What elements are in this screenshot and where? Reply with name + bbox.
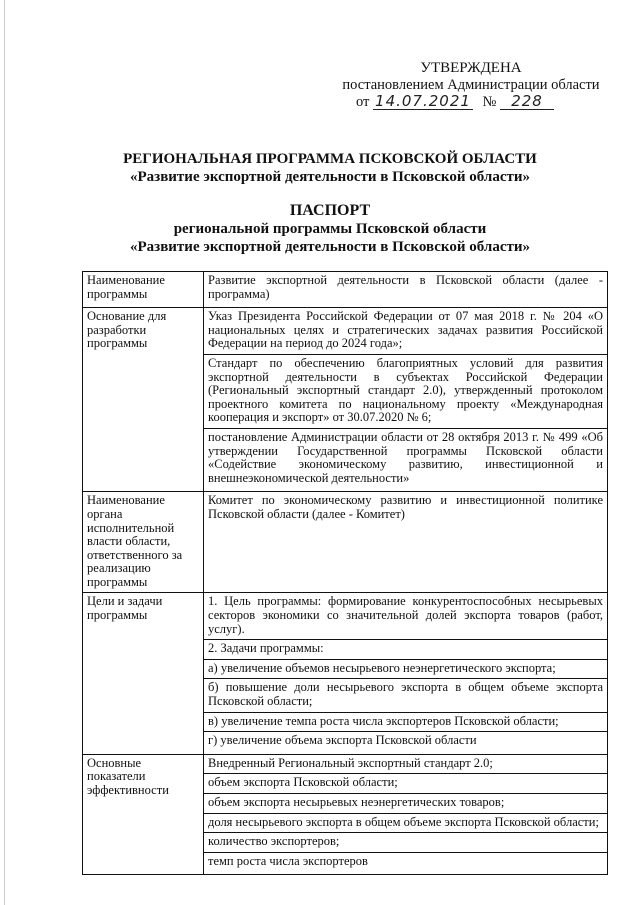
row-item: 1. Цель программы: формирование конкурентоспособных несырьевых секторов экономики со значительной долей экспорта товаров (работ, услуг).	[204, 595, 607, 640]
row-value	[204, 272, 608, 308]
approval-date: 14.07.2021	[375, 92, 471, 110]
row-item: темп роста числа экспортеров	[208, 853, 368, 868]
row-label: Цели и задачи программы	[83, 593, 204, 754]
row-label: Наименование программы	[83, 272, 204, 308]
row-item: Комитет по экономическому развитию и инвестиционной политике Псковской области (далее - Комитет)	[208, 493, 603, 521]
passport-title	[40, 202, 620, 256]
table-row	[83, 754, 608, 875]
approval-block	[326, 60, 616, 111]
row-item: Внедренный Региональный экспортный стандарт 2.0;	[204, 757, 607, 775]
row-item: б) повышение доли несырьевого экспорта в общем объеме экспорта Псковской области;	[204, 679, 607, 712]
passport-table	[82, 271, 608, 875]
number-label: №	[482, 94, 497, 110]
row-value	[204, 593, 608, 754]
row-item: объем экспорта несырьевых неэнергетических товаров;	[204, 794, 607, 814]
row-item: а) увеличение объемов несырьевого неэнергетического экспорта;	[204, 660, 607, 680]
row-item: количество экспортеров;	[204, 833, 607, 853]
row-item: доля несырьевого экспорта в общем объеме экспорта Псковской области;	[204, 814, 607, 834]
row-item: Стандарт по обеспечению благоприятных условий для развития экспортной деятельности в субъектах Российской Федерации (Региональный экспортный стандарт 2.0), утвержденный протоколом проектного комитета по национальному проекту «Международная кооперация и экспорт» от 30.07.2020 № 6;	[204, 355, 607, 429]
row-item: г) увеличение объема экспорта Псковской области	[208, 733, 477, 748]
row-item: в) увеличение темпа роста числа экспортеров Псковской области;	[204, 713, 607, 733]
row-item: Указ Президента Российской Федерации от 07 мая 2018 г. № 204 «О национальных целях и стратегических задачах развития Российской Федерации на период до 2024 года»;	[204, 310, 607, 355]
row-label: Наименование органа исполнительной власти области, ответственного за реализацию программы	[83, 492, 204, 593]
passport-heading: ПАСПОРТ	[289, 202, 371, 219]
row-label: Основные показатели эффективности	[83, 754, 204, 875]
table-row	[83, 492, 608, 593]
approved-by: постановлением Администрации области	[342, 77, 600, 93]
row-label: Основание для разработки программы	[83, 308, 204, 492]
row-value	[204, 308, 608, 492]
table-row	[83, 308, 608, 492]
from-label: от	[356, 94, 370, 110]
row-item: постановление Администрации области от 28 октября 2013 г. № 499 «Об утверждении Государственной программы Псковской области «Содействие экономическому развитию, инвестиционной и внешнеэкономической деятельности»	[208, 429, 603, 485]
program-title	[40, 150, 620, 186]
table-row	[83, 272, 608, 308]
passport-program-name: «Развитие экспортной деятельности в Псковской области»	[130, 239, 530, 255]
row-item: Развитие экспортной деятельности в Псковской области (далее - программа)	[208, 273, 603, 301]
program-title-line2: «Развитие экспортной деятельности в Псковской области»	[130, 169, 530, 185]
program-title-line1: РЕГИОНАЛЬНАЯ ПРОГРАММА ПСКОВСКОЙ ОБЛАСТИ	[123, 151, 537, 167]
approved-heading: УТВЕРЖДЕНА	[420, 60, 522, 76]
row-item: объем экспорта Псковской области;	[204, 774, 607, 794]
scan-edge	[4, 0, 5, 905]
approval-date-line	[326, 94, 616, 111]
table-row	[83, 593, 608, 754]
passport-subtitle: региональной программы Псковской области	[173, 221, 487, 237]
row-item: 2. Задачи программы:	[204, 640, 607, 660]
row-value	[204, 492, 608, 593]
row-value	[204, 754, 608, 875]
approval-number: 228	[500, 94, 554, 110]
